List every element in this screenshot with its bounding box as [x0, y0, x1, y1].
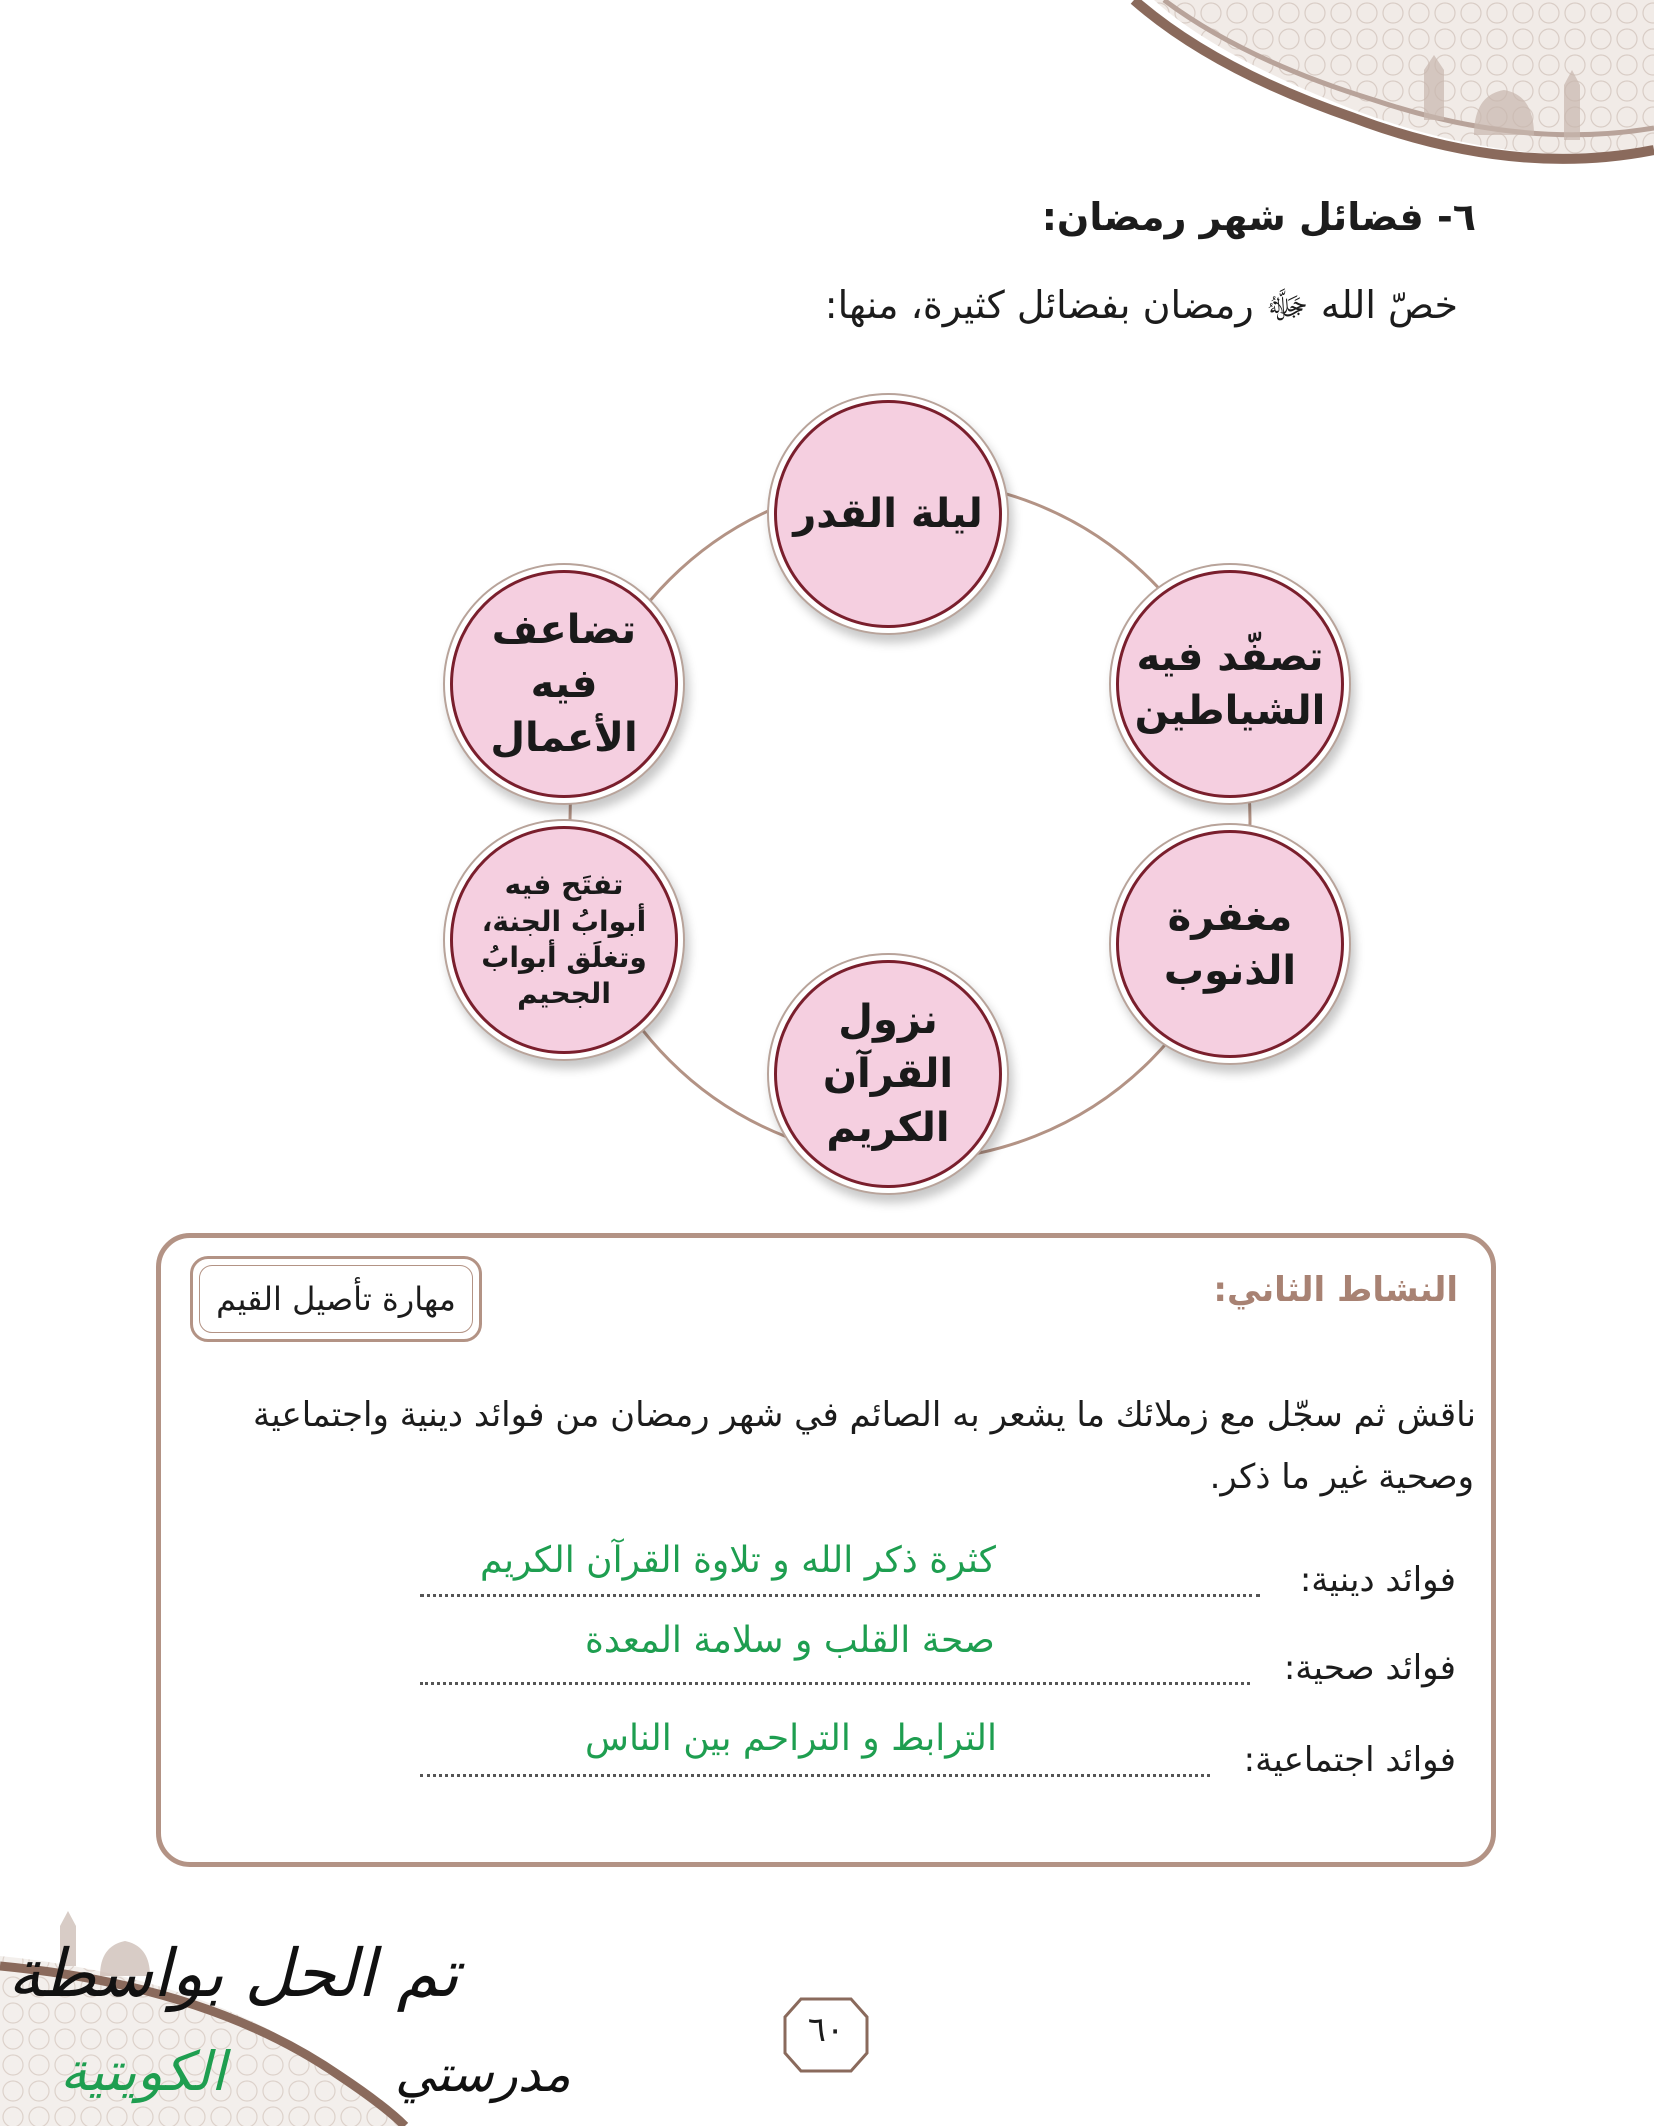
label-religious: فوائد دينية:: [1299, 1560, 1456, 1600]
answer-health: صحة القلب و سلامة المعدة: [585, 1620, 995, 1661]
virtue-laylat-al-qadr: ليلة القدر: [774, 400, 1002, 628]
page-number: ٦٠: [807, 2010, 845, 2050]
handwriting-kuwaiti: الكويتية: [60, 2040, 226, 2103]
activity-prompt-line1: ناقش ثم سجّل مع زملائك ما يشعر به الصائم في شهر رمضان من فوائد دينية واجتماعية: [252, 1395, 1476, 1435]
answer-line-health[interactable]: [420, 1682, 1250, 1685]
virtue-quran-revelation: نزول القرآن الكريم: [774, 960, 1002, 1188]
virtue-gates-opened: تفتَح فيه أبوابُ الجنة، وتغلَق أبوابُ الجحيم: [450, 826, 678, 1054]
answer-line-religious[interactable]: [420, 1594, 1260, 1597]
label-social: فوائد اجتماعية:: [1243, 1740, 1456, 1780]
answer-line-social[interactable]: [420, 1774, 1210, 1777]
activity-prompt-line2: وصحية غير ما ذكر.: [1209, 1457, 1474, 1497]
skill-badge-label: مهارة تأصيل القيم: [216, 1280, 456, 1318]
answer-religious: كثرة ذكر الله و تلاوة القرآن الكريم: [480, 1540, 996, 1581]
label-health: فوائد صحية:: [1283, 1648, 1456, 1688]
virtue-deeds-multiplied: تضاعف فيه الأعمال: [450, 570, 678, 798]
intro-text: خصّ الله ﷻ رمضان بفضائل كثيرة، منها:: [824, 283, 1458, 327]
handwriting-solved-by: تم الحل بواسطة: [8, 1935, 459, 2012]
handwriting-my-school: مدرستي: [395, 2045, 571, 2103]
section-title: ٦- فضائل شهر رمضان:: [1041, 195, 1476, 239]
activity-title: النشاط الثاني:: [1213, 1270, 1458, 1310]
virtue-forgiveness: مغفرة الذنوب: [1116, 830, 1344, 1058]
skill-badge: [190, 1256, 482, 1342]
answer-social: الترابط و التراحم بين الناس: [585, 1718, 997, 1759]
virtue-devils-chained: تصفّد فيه الشياطين: [1116, 570, 1344, 798]
